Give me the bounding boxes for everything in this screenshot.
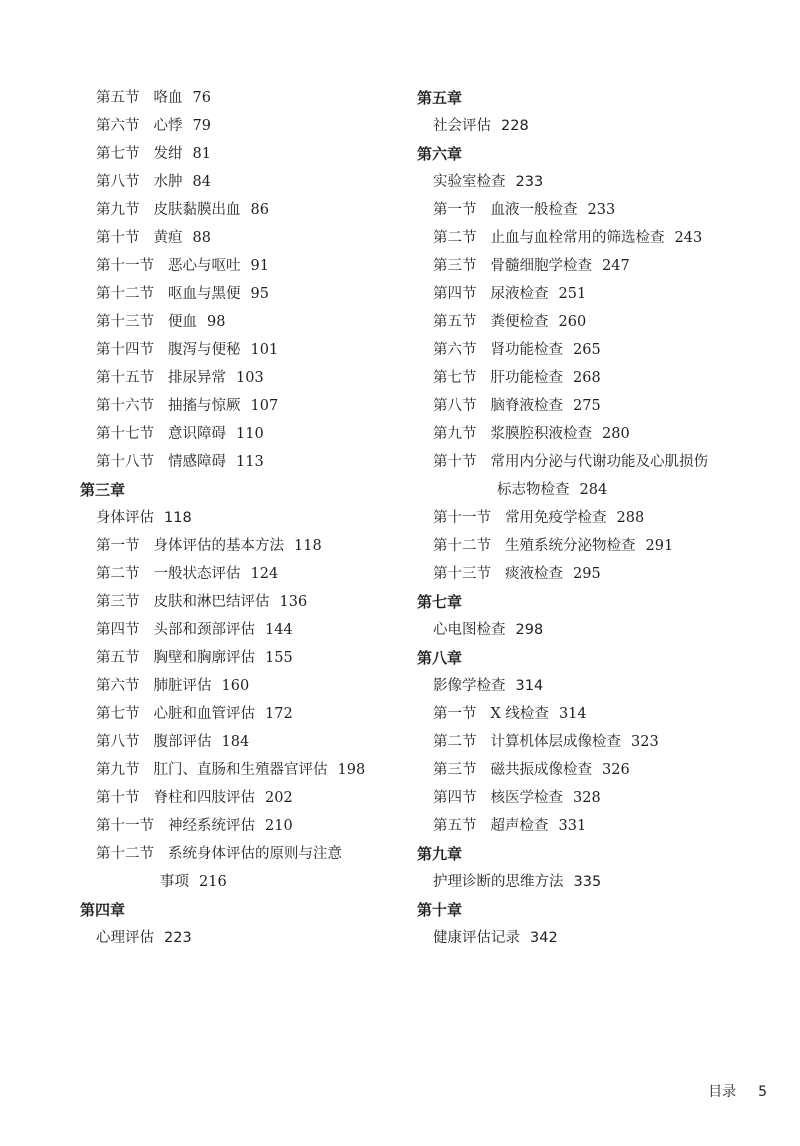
footer-label: 目录 xyxy=(708,1084,737,1100)
entry-title: 胸壁和胸廓评估 xyxy=(153,650,255,666)
page-ref: 228 xyxy=(501,118,529,134)
section-entry xyxy=(80,84,410,112)
section-number: 第八节 xyxy=(96,734,140,750)
entry-title: 常用内分泌与代谢功能及心肌损伤 xyxy=(490,454,708,470)
toc-left-column xyxy=(80,84,410,952)
page-footer xyxy=(708,1081,767,1101)
entry-title: 便血 xyxy=(168,314,197,330)
page-ref: 160 xyxy=(221,678,250,694)
chapter-topic-entry xyxy=(417,672,767,700)
section-entry xyxy=(80,588,410,616)
page-ref: 98 xyxy=(207,314,226,330)
chapter-topic-entry xyxy=(417,112,767,140)
section-entry xyxy=(80,700,410,728)
entry-title: 实验室检查 xyxy=(433,174,506,190)
entry-title: 健康评估记录 xyxy=(433,930,520,946)
toc-entry-continuation xyxy=(417,476,767,504)
section-number: 第六节 xyxy=(96,118,140,134)
entry-title: 社会评估 xyxy=(433,118,491,134)
page-ref: 184 xyxy=(221,734,250,750)
page-ref: 284 xyxy=(579,482,608,498)
section-number: 第十二节 xyxy=(433,538,491,554)
chapter-heading: 第十章 xyxy=(417,901,463,919)
section-number: 第九节 xyxy=(433,426,477,442)
section-number: 第八节 xyxy=(433,398,477,414)
section-entry xyxy=(417,448,767,476)
section-number: 第五节 xyxy=(433,314,477,330)
section-entry xyxy=(417,420,767,448)
entry-title: 排尿异常 xyxy=(168,370,226,386)
page-ref: 288 xyxy=(616,510,645,526)
section-number: 第十三节 xyxy=(96,314,154,330)
entry-title: 腹泻与便秘 xyxy=(168,342,241,358)
entry-title: X 线检查 xyxy=(490,706,549,722)
section-entry xyxy=(417,532,767,560)
entry-title: 脊柱和四肢评估 xyxy=(153,790,255,806)
section-number: 第二节 xyxy=(433,230,477,246)
page-ref: 79 xyxy=(192,118,211,134)
section-number: 第四节 xyxy=(96,622,140,638)
page-ref: 265 xyxy=(573,342,601,358)
page-ref: 233 xyxy=(515,174,544,190)
page-ref: 243 xyxy=(674,230,703,246)
page-ref: 202 xyxy=(265,790,293,806)
page-ref: 136 xyxy=(279,594,308,610)
page-ref: 260 xyxy=(558,314,587,330)
entry-title: 血液一般检查 xyxy=(490,202,578,218)
entry-title: 黄疸 xyxy=(153,230,183,246)
section-number: 第九节 xyxy=(96,202,140,218)
section-entry xyxy=(80,280,410,308)
section-entry xyxy=(80,756,410,784)
section-entry xyxy=(80,672,410,700)
entry-title: 超声检查 xyxy=(490,818,549,834)
entry-title: 肛门、直肠和生殖器官评估 xyxy=(153,762,328,778)
section-number: 第七节 xyxy=(96,146,140,162)
page-ref: 295 xyxy=(573,566,601,582)
section-number: 第十节 xyxy=(433,454,477,470)
section-entry xyxy=(80,784,410,812)
entry-title: 身体评估 xyxy=(96,510,154,526)
section-entry xyxy=(80,224,410,252)
chapter-topic-entry xyxy=(417,168,767,196)
entry-title: 意识障碍 xyxy=(168,426,226,442)
page-ref: 124 xyxy=(250,566,279,582)
page-ref: 155 xyxy=(265,650,293,666)
entry-title: 腹部评估 xyxy=(153,734,212,750)
section-number: 第十二节 xyxy=(96,846,154,862)
section-number: 第十一节 xyxy=(433,510,491,526)
section-number: 第一节 xyxy=(96,538,140,554)
page-ref: 172 xyxy=(265,706,293,722)
entry-title: 系统身体评估的原则与注意 xyxy=(168,846,342,862)
section-entry xyxy=(417,392,767,420)
page-ref: 331 xyxy=(558,818,587,834)
page-ref: 103 xyxy=(236,370,264,386)
section-number: 第十四节 xyxy=(96,342,154,358)
chapter-topic-entry xyxy=(417,868,767,896)
page-ref: 144 xyxy=(265,622,293,638)
section-number: 第八节 xyxy=(96,174,140,190)
entry-title: 肝功能检查 xyxy=(490,370,563,386)
entry-title: 粪便检查 xyxy=(490,314,549,330)
section-number: 第十五节 xyxy=(96,370,154,386)
section-entry xyxy=(80,392,410,420)
section-entry xyxy=(417,504,767,532)
section-entry xyxy=(417,756,767,784)
entry-title: 痰液检查 xyxy=(505,566,563,582)
section-entry xyxy=(417,364,767,392)
section-number: 第十七节 xyxy=(96,426,154,442)
page-ref: 298 xyxy=(515,622,544,638)
section-number: 第十一节 xyxy=(96,818,154,834)
section-number: 第六节 xyxy=(433,342,477,358)
section-entry xyxy=(80,364,410,392)
page-ref: 268 xyxy=(573,370,601,386)
page-ref: 107 xyxy=(250,398,279,414)
chapter-heading: 第五章 xyxy=(417,89,463,107)
section-number: 第五节 xyxy=(96,650,140,666)
toc-entry-continuation xyxy=(80,868,410,896)
section-number: 第十节 xyxy=(96,230,140,246)
section-number: 第十节 xyxy=(96,790,140,806)
page-ref: 113 xyxy=(236,454,264,470)
section-number: 第一节 xyxy=(433,202,477,218)
page-ref: 210 xyxy=(265,818,293,834)
toc-right-column xyxy=(417,84,767,952)
section-entry xyxy=(417,560,767,588)
chapter-heading: 第七章 xyxy=(417,593,463,611)
entry-title: 抽搐与惊厥 xyxy=(168,398,241,414)
section-entry xyxy=(80,448,410,476)
page-ref: 81 xyxy=(192,146,211,162)
section-entry xyxy=(80,112,410,140)
section-number: 第十八节 xyxy=(96,454,154,470)
page-ref: 118 xyxy=(164,510,192,526)
entry-title: 磁共振成像检查 xyxy=(490,762,592,778)
entry-title: 皮肤和淋巴结评估 xyxy=(153,594,270,610)
section-entry xyxy=(80,560,410,588)
section-entry xyxy=(80,140,410,168)
entry-title: 尿液检查 xyxy=(490,286,549,302)
entry-title: 皮肤黏膜出血 xyxy=(153,202,241,218)
entry-title: 止血与血栓常用的筛选检查 xyxy=(490,230,665,246)
entry-title: 恶心与呕吐 xyxy=(168,258,241,274)
page-ref: 342 xyxy=(530,930,558,946)
section-entry xyxy=(80,616,410,644)
page-ref: 110 xyxy=(236,426,264,442)
page-ref: 291 xyxy=(645,538,674,554)
entry-title: 护理诊断的思维方法 xyxy=(433,874,564,890)
section-entry xyxy=(80,644,410,672)
section-number: 第九节 xyxy=(96,762,140,778)
entry-title: 影像学检查 xyxy=(433,678,506,694)
section-entry xyxy=(80,252,410,280)
section-number: 第四节 xyxy=(433,790,477,806)
page-ref: 335 xyxy=(573,874,602,890)
chapter-heading: 第八章 xyxy=(417,649,463,667)
page-ref: 101 xyxy=(250,342,279,358)
section-entry xyxy=(417,336,767,364)
section-number: 第十二节 xyxy=(96,286,154,302)
page-ref: 198 xyxy=(337,762,366,778)
page-ref: 95 xyxy=(250,286,269,302)
section-entry xyxy=(80,168,410,196)
page-ref: 88 xyxy=(192,230,211,246)
page-ref: 314 xyxy=(515,678,544,694)
page-ref: 118 xyxy=(294,538,322,554)
page-ref: 223 xyxy=(164,930,192,946)
entry-title: 骨髓细胞学检查 xyxy=(490,258,592,274)
section-entry xyxy=(80,532,410,560)
section-entry xyxy=(80,336,410,364)
entry-title: 标志物检查 xyxy=(497,482,570,498)
section-entry xyxy=(80,308,410,336)
section-number: 第四节 xyxy=(433,286,477,302)
entry-title: 浆膜腔积液检查 xyxy=(490,426,592,442)
chapter-topic-entry xyxy=(417,924,767,952)
chapter-heading: 第三章 xyxy=(80,481,126,499)
page-ref: 275 xyxy=(573,398,601,414)
page-ref: 247 xyxy=(602,258,630,274)
page-ref: 84 xyxy=(192,174,211,190)
page-ref: 326 xyxy=(602,762,630,778)
section-entry xyxy=(417,224,767,252)
section-number: 第十一节 xyxy=(96,258,154,274)
chapter-topic-entry xyxy=(80,504,410,532)
section-entry xyxy=(80,420,410,448)
page-ref: 251 xyxy=(558,286,587,302)
page-ref: 91 xyxy=(250,258,269,274)
entry-title: 水肿 xyxy=(153,174,183,190)
chapter-topic-entry xyxy=(80,924,410,952)
entry-title: 脑脊液检查 xyxy=(490,398,563,414)
page-ref: 76 xyxy=(192,90,211,106)
entry-title: 心悸 xyxy=(153,118,183,134)
section-number: 第一节 xyxy=(433,706,477,722)
section-number: 第七节 xyxy=(433,370,477,386)
section-number: 第二节 xyxy=(433,734,477,750)
page-ref: 314 xyxy=(558,706,587,722)
section-entry xyxy=(417,252,767,280)
entry-title: 肾功能检查 xyxy=(490,342,563,358)
section-entry xyxy=(417,700,767,728)
entry-title: 身体评估的基本方法 xyxy=(153,538,284,554)
entry-title: 神经系统评估 xyxy=(168,818,255,834)
entry-title: 情感障碍 xyxy=(168,454,226,470)
entry-title: 心脏和血管评估 xyxy=(153,706,255,722)
section-number: 第五节 xyxy=(96,90,140,106)
entry-title: 计算机体层成像检查 xyxy=(490,734,621,750)
page-number: 5 xyxy=(758,1084,767,1100)
entry-title: 发绀 xyxy=(153,146,183,162)
entry-title: 头部和颈部评估 xyxy=(153,622,255,638)
entry-title: 咯血 xyxy=(153,90,183,106)
section-entry xyxy=(417,812,767,840)
page-ref: 86 xyxy=(250,202,269,218)
section-number: 第二节 xyxy=(96,566,140,582)
section-entry xyxy=(80,840,410,868)
section-number: 第五节 xyxy=(433,818,477,834)
section-entry xyxy=(417,728,767,756)
entry-title: 呕血与黑便 xyxy=(168,286,241,302)
chapter-topic-entry xyxy=(417,616,767,644)
section-entry xyxy=(417,308,767,336)
section-number: 第十六节 xyxy=(96,398,154,414)
section-number: 第三节 xyxy=(96,594,140,610)
section-number: 第十三节 xyxy=(433,566,491,582)
chapter-heading: 第四章 xyxy=(80,901,126,919)
section-number: 第六节 xyxy=(96,678,140,694)
section-entry xyxy=(80,812,410,840)
entry-title: 核医学检查 xyxy=(490,790,563,806)
section-number: 第七节 xyxy=(96,706,140,722)
section-number: 第三节 xyxy=(433,258,477,274)
page-ref: 280 xyxy=(602,426,630,442)
page-ref: 328 xyxy=(573,790,601,806)
section-number: 第三节 xyxy=(433,762,477,778)
entry-title: 生殖系统分泌物检查 xyxy=(505,538,636,554)
section-entry xyxy=(417,280,767,308)
entry-title: 心理评估 xyxy=(96,930,154,946)
chapter-heading: 第九章 xyxy=(417,845,463,863)
entry-title: 事项 xyxy=(160,874,189,890)
section-entry xyxy=(80,728,410,756)
entry-title: 常用免疫学检查 xyxy=(505,510,607,526)
page-ref: 323 xyxy=(631,734,659,750)
page-ref: 216 xyxy=(199,874,227,890)
section-entry xyxy=(417,196,767,224)
section-entry xyxy=(417,784,767,812)
entry-title: 一般状态评估 xyxy=(153,566,241,582)
entry-title: 肺脏评估 xyxy=(153,678,212,694)
entry-title: 心电图检查 xyxy=(433,622,506,638)
chapter-heading: 第六章 xyxy=(417,145,463,163)
page-ref: 233 xyxy=(587,202,616,218)
section-entry xyxy=(80,196,410,224)
